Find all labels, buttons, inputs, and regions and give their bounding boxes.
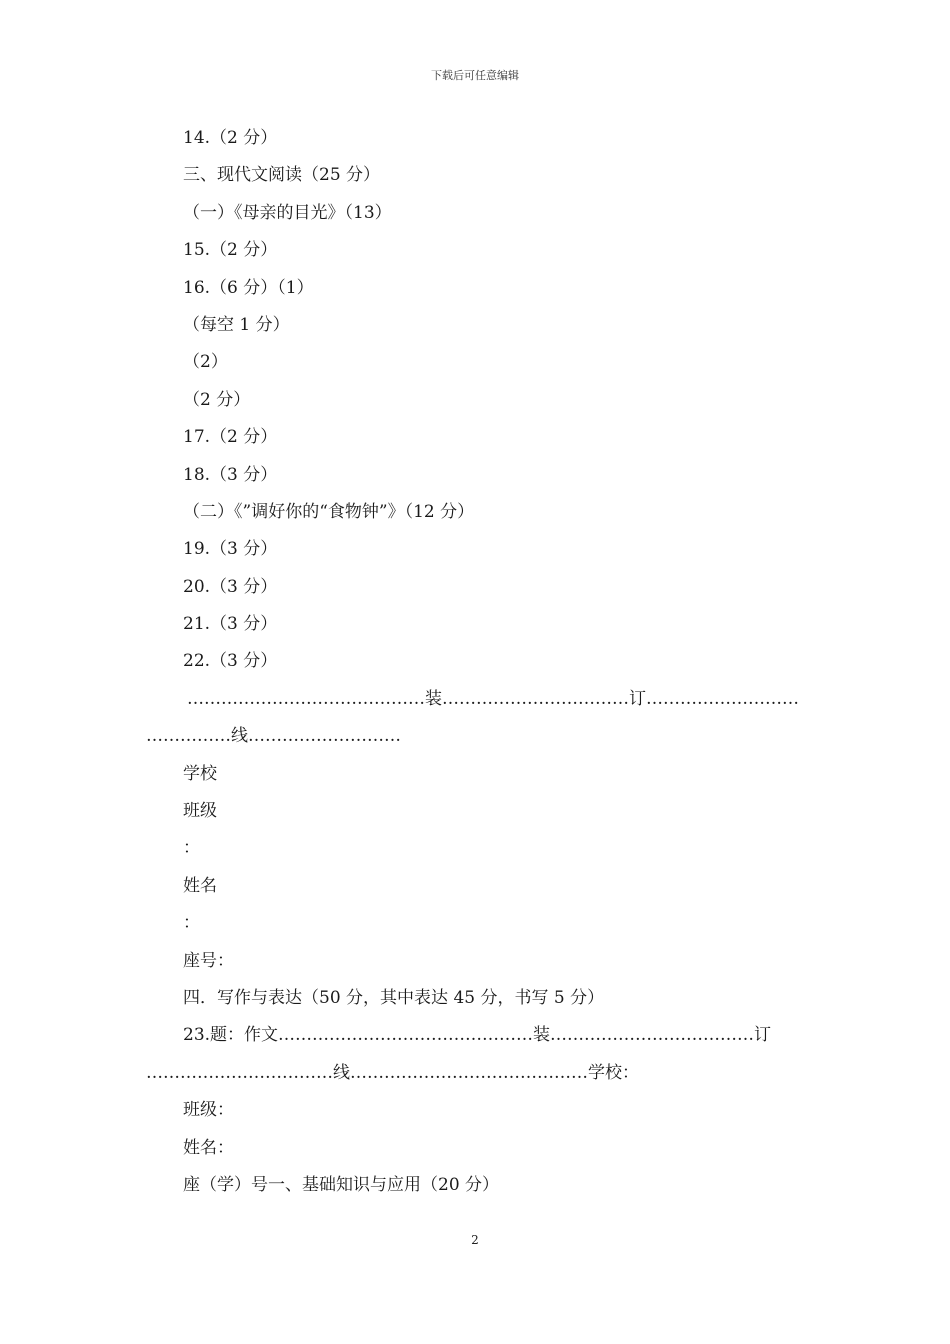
colon-text: ： [183, 838, 200, 859]
text-line: （二）《”调好你的“食物钟”》（12 分） [183, 501, 475, 522]
colon-text: ： [183, 913, 200, 934]
text-line: 21.（3 分） [183, 614, 278, 635]
name-label: 姓名： [183, 1137, 234, 1158]
text-line: （每空 1 分） [183, 314, 290, 335]
text-line: 17.（2 分） [183, 427, 278, 448]
text-line: 18.（3 分） [183, 464, 278, 485]
binding-dotted-line: ……………………………线……………………………………学校： [146, 1062, 639, 1083]
text-line: （一）《母亲的目光》（13） [183, 202, 392, 223]
text-line: 20.（3 分） [183, 576, 278, 597]
binding-dotted-line: ……………线……………………… [146, 726, 401, 747]
text-line: 19.（3 分） [183, 539, 278, 560]
name-label: 姓名 [183, 875, 217, 896]
binding-dotted-line: ……………………………………装……………………………订……………………… [187, 688, 799, 709]
text-line: 16.（6 分）（1） [183, 277, 314, 298]
text-line: （2） [183, 352, 228, 373]
section-heading: 四．写作与表达（50 分，其中表达 45 分，书写 5 分） [183, 987, 605, 1008]
section-heading: 三、现代文阅读（25 分） [183, 165, 381, 186]
page-header: 下载后可任意编辑 [431, 69, 519, 82]
document-body [0, 124, 950, 1208]
page-number: 2 [471, 1233, 479, 1247]
seat-number-label: 座号： [183, 950, 234, 971]
text-line: 23.题：作文………………………………………装………………………………订 [183, 1025, 772, 1046]
text-line: 座（学）号一、基础知识与应用（20 分） [183, 1174, 500, 1195]
school-label: 学校 [183, 763, 217, 784]
text-line: （2 分） [183, 389, 251, 410]
class-label: 班级 [183, 801, 217, 822]
text-line: 14.（2 分） [183, 128, 278, 148]
text-line: 22.（3 分） [183, 651, 278, 672]
text-line: 15.（2 分） [183, 240, 278, 261]
class-label: 班级： [183, 1100, 234, 1121]
